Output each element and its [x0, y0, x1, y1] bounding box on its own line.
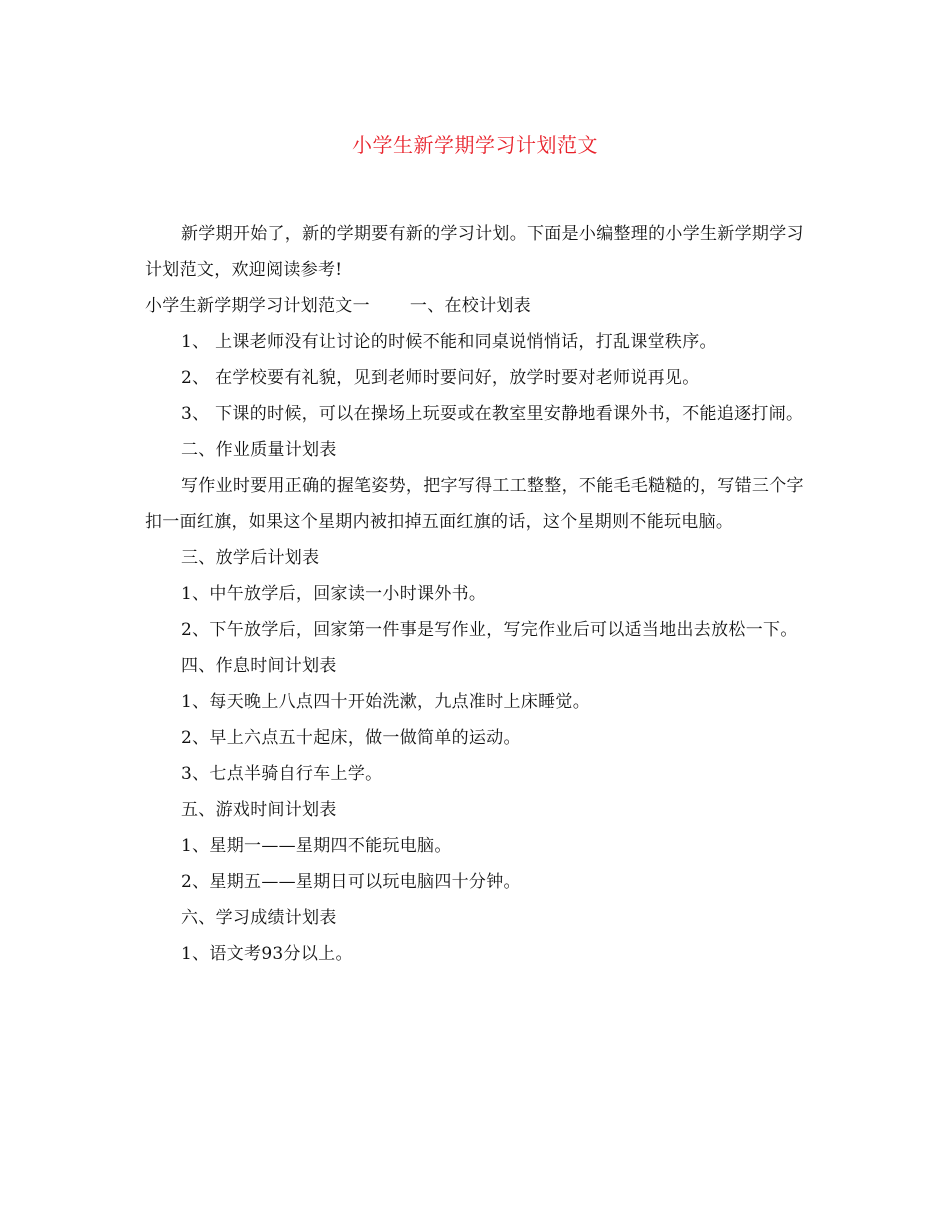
list-item: 1、星期一——星期四不能玩电脑。 — [181, 836, 452, 856]
list-item: 2、 在学校要有礼貌，见到老师时要问好，放学时要对老师说再见。 — [181, 368, 700, 388]
list-item: 1、 上课老师没有让讨论的时候不能和同桌说悄悄话，打乱课堂秩序。 — [181, 332, 717, 352]
list-item: 1、每天晚上八点四十开始洗漱，九点准时上床睡觉。 — [181, 692, 591, 712]
list-item: 2、早上六点五十起床，做一做简单的运动。 — [181, 728, 521, 748]
section-heading: 三、放学后计划表 — [181, 548, 320, 568]
section-heading: 六、学习成绩计划表 — [181, 908, 337, 928]
list-item: 写作业时要用正确的握笔姿势，把字写得工工整整，不能毛毛糙糙的，写错三个字扣一面红旗，如果这个星期内被扣掉五面红旗的话，这个星期则不能玩电脑。 — [145, 476, 804, 532]
list-item: 1、语文考93分以上。 — [181, 944, 353, 964]
list-item: 3、七点半骑自行车上学。 — [181, 764, 383, 784]
intro-paragraph: 新学期开始了，新的学期要有新的学习计划。下面是小编整理的小学生新学期学习计划范文，欢迎阅读参考! — [145, 224, 804, 280]
list-item: 2、下午放学后，回家第一件事是写作业，写完作业后可以适当地出去放松一下。 — [181, 620, 798, 640]
section-heading: 一、在校计划表 — [409, 296, 532, 316]
section-heading: 二、作业质量计划表 — [181, 440, 337, 460]
section-heading: 五、游戏时间计划表 — [181, 800, 337, 820]
list-item: 2、星期五——星期日可以玩电脑四十分钟。 — [181, 872, 521, 892]
document-body — [145, 216, 810, 972]
list-item: 3、 下课的时候，可以在操场上玩耍或在教室里安静地看课外书，不能追逐打闹。 — [181, 404, 804, 424]
list-item: 1、中午放学后，回家读一小时课外书。 — [181, 584, 487, 604]
sample-title: 小学生新学期学习计划范文一 — [145, 296, 370, 316]
document-title: 小学生新学期学习计划范文 — [352, 133, 598, 157]
section-heading: 四、作息时间计划表 — [181, 656, 337, 676]
sample-heading-line — [145, 288, 810, 324]
